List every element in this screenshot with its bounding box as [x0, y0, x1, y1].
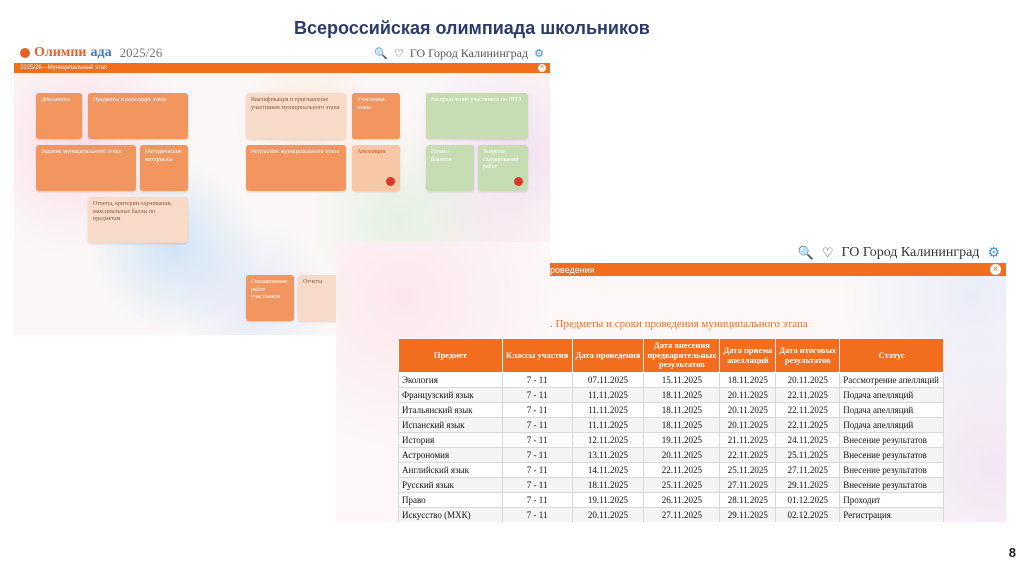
table-cell: 20.11.2025: [572, 508, 644, 523]
table-cell: 11.11.2025: [572, 388, 644, 403]
table-row[interactable]: [399, 463, 944, 478]
column-header[interactable]: Дата внесения предварительных результатов: [644, 339, 720, 373]
table-cell: 19.11.2025: [572, 493, 644, 508]
city-name[interactable]: ГО Город Калининград: [841, 244, 980, 260]
table-cell: 15.11.2025: [644, 373, 720, 388]
breadcrumb-bar: [550, 263, 1006, 276]
table-cell: 28.11.2025: [720, 493, 776, 508]
table-row[interactable]: [399, 403, 944, 418]
table-cell: 29.11.2025: [776, 478, 840, 493]
table-cell: 29.11.2025: [720, 508, 776, 523]
table-cell: 11.11.2025: [572, 418, 644, 433]
table-cell: Экология: [399, 373, 503, 388]
table-cell: Подача апелляций: [840, 418, 944, 433]
schedule-screenshot: [336, 242, 1006, 522]
table-cell: 18.11.2025: [572, 478, 644, 493]
table-cell: 27.11.2025: [644, 508, 720, 523]
olympiad-logo[interactable]: [20, 45, 112, 61]
table-cell: Право: [399, 493, 503, 508]
logo-text-suffix: ада: [90, 45, 112, 60]
table-cell: 25.11.2025: [644, 478, 720, 493]
city-name[interactable]: ГО Город Калининград: [409, 45, 529, 60]
table-cell: Русский язык: [399, 478, 503, 493]
table-cell: 20.11.2025: [776, 373, 840, 388]
table-cell: Английский язык: [399, 463, 503, 478]
table-cell: 25.11.2025: [776, 448, 840, 463]
table-cell: 22.11.2025: [720, 448, 776, 463]
table-cell: Проходит: [840, 493, 944, 508]
table-cell: 27.11.2025: [720, 478, 776, 493]
table-cell: 7 - 11: [502, 403, 572, 418]
table-cell: 07.11.2025: [572, 373, 644, 388]
table-cell: 18.11.2025: [644, 418, 720, 433]
table-cell: 11.11.2025: [572, 403, 644, 418]
table-cell: 18.11.2025: [644, 388, 720, 403]
search-icon[interactable]: 🔍: [374, 47, 388, 60]
table-cell: 01.12.2025: [776, 493, 840, 508]
column-header[interactable]: Дата проведения: [572, 339, 644, 373]
section-title: . Предметы и сроки проведения муниципального этапа: [550, 318, 808, 330]
schedule-table: [398, 338, 944, 522]
tile-subjects-calendar[interactable]: Предметы и календарь этапа: [88, 93, 188, 139]
schedule-header: [550, 242, 1006, 263]
table-cell: 22.11.2025: [644, 463, 720, 478]
table-cell: Внесение результатов: [840, 463, 944, 478]
table-row[interactable]: [399, 478, 944, 493]
tile-print-forms[interactable]: Печать бланков: [426, 145, 474, 191]
table-row[interactable]: [399, 508, 944, 523]
breadcrumb-bar: [14, 63, 550, 73]
table-cell: 02.12.2025: [776, 508, 840, 523]
table-cell: 26.11.2025: [644, 493, 720, 508]
tile-appeals[interactable]: [352, 145, 400, 191]
table-cell: 21.11.2025: [720, 433, 776, 448]
table-row[interactable]: [399, 388, 944, 403]
close-icon[interactable]: ×: [990, 264, 1001, 275]
logo-mark-icon: [20, 48, 30, 58]
table-row[interactable]: [399, 493, 944, 508]
table-cell: 22.11.2025: [776, 388, 840, 403]
column-header[interactable]: Статус: [840, 339, 944, 373]
table-cell: 7 - 11: [502, 433, 572, 448]
tile-qualification[interactable]: Квалификация и приглашение участников муниципального этапа: [246, 93, 346, 139]
gear-icon[interactable]: ⚙: [987, 244, 1000, 260]
table-row[interactable]: [399, 433, 944, 448]
table-cell: 18.11.2025: [720, 373, 776, 388]
table-cell: 20.11.2025: [720, 403, 776, 418]
table-cell: Внесение результатов: [840, 478, 944, 493]
tile-documents[interactable]: Документы: [36, 93, 82, 139]
column-header[interactable]: Предмет: [399, 339, 503, 373]
table-cell: 20.11.2025: [644, 448, 720, 463]
table-cell: Итальянский язык: [399, 403, 503, 418]
close-icon[interactable]: ×: [539, 64, 545, 71]
table-row[interactable]: [399, 448, 944, 463]
tile-answers-criteria[interactable]: Ответы, критерии оценивания, максимальные баллы по предметам: [88, 197, 188, 243]
column-header[interactable]: Дата приема апелляций: [720, 339, 776, 373]
table-cell: Астрономия: [399, 448, 503, 463]
tile-reports[interactable]: Отчеты: [298, 275, 346, 321]
table-cell: 22.11.2025: [776, 418, 840, 433]
table-cell: 20.11.2025: [720, 388, 776, 403]
tile-tasks[interactable]: Задания муниципального этапа: [36, 145, 136, 191]
column-header[interactable]: Классы участия: [502, 339, 572, 373]
table-cell: Рассмотрение апелляций: [840, 373, 944, 388]
table-cell: Французский язык: [399, 388, 503, 403]
search-icon[interactable]: 🔍: [797, 244, 814, 260]
page-number: 8: [1008, 545, 1016, 560]
table-cell: Внесение результатов: [840, 433, 944, 448]
table-cell: 13.11.2025: [572, 448, 644, 463]
tile-scan-requests-label: Запросы сканирований работ: [483, 149, 519, 170]
table-row[interactable]: [399, 418, 944, 433]
table-cell: Испанский язык: [399, 418, 503, 433]
column-header[interactable]: Дата итоговых результатов: [776, 339, 840, 373]
bell-icon[interactable]: ♡: [821, 244, 834, 260]
notification-badge: [386, 177, 395, 186]
table-row[interactable]: [399, 373, 944, 388]
tile-scan-requests[interactable]: [478, 145, 528, 191]
table-cell: 27.11.2025: [776, 463, 840, 478]
logo-text-prefix: Олимпи: [34, 45, 87, 60]
table-cell: 7 - 11: [502, 418, 572, 433]
dashboard-header: [14, 43, 550, 63]
gear-icon[interactable]: ⚙: [534, 47, 544, 60]
table-cell: 18.11.2025: [644, 403, 720, 418]
table-header-row: [399, 339, 944, 373]
table-cell: Подача апелляций: [840, 403, 944, 418]
table-cell: 24.11.2025: [776, 433, 840, 448]
tile-scanning[interactable]: Сканирование работ участников: [246, 275, 294, 321]
table-cell: 25.11.2025: [720, 463, 776, 478]
breadcrumb: роведения: [550, 264, 595, 275]
tile-participants[interactable]: Участники этапа: [352, 93, 400, 139]
table-cell: 7 - 11: [502, 373, 572, 388]
tile-ppe-distribution[interactable]: Распределение участников по ППЭ: [426, 93, 528, 139]
table-cell: Внесение результатов: [840, 448, 944, 463]
table-cell: Искусство (МХК): [399, 508, 503, 523]
table-cell: 22.11.2025: [776, 403, 840, 418]
tile-methodical-materials[interactable]: Методические материалы: [140, 145, 188, 191]
table-cell: Подача апелляций: [840, 388, 944, 403]
tile-appeals-label: Апелляции: [357, 149, 386, 155]
tile-results[interactable]: Результаты муниципального этапа: [246, 145, 346, 191]
table-cell: 7 - 11: [502, 478, 572, 493]
breadcrumb: 2025/26—Муниципальный этап: [20, 65, 108, 71]
table-cell: История: [399, 433, 503, 448]
table-cell: 19.11.2025: [644, 433, 720, 448]
bell-icon[interactable]: ♡: [393, 47, 404, 60]
table-cell: 14.11.2025: [572, 463, 644, 478]
season-year: 2025/26: [119, 45, 163, 60]
table-cell: 20.11.2025: [720, 418, 776, 433]
table-cell: 7 - 11: [502, 448, 572, 463]
table-cell: 7 - 11: [502, 493, 572, 508]
slide-title: Всероссийская олимпиада школьников: [294, 18, 650, 38]
table-cell: 7 - 11: [502, 388, 572, 403]
table-cell: 12.11.2025: [572, 433, 644, 448]
table-cell: 7 - 11: [502, 508, 572, 523]
table-cell: Регистрация: [840, 508, 944, 523]
table-cell: 7 - 11: [502, 463, 572, 478]
notification-badge: [514, 177, 523, 186]
